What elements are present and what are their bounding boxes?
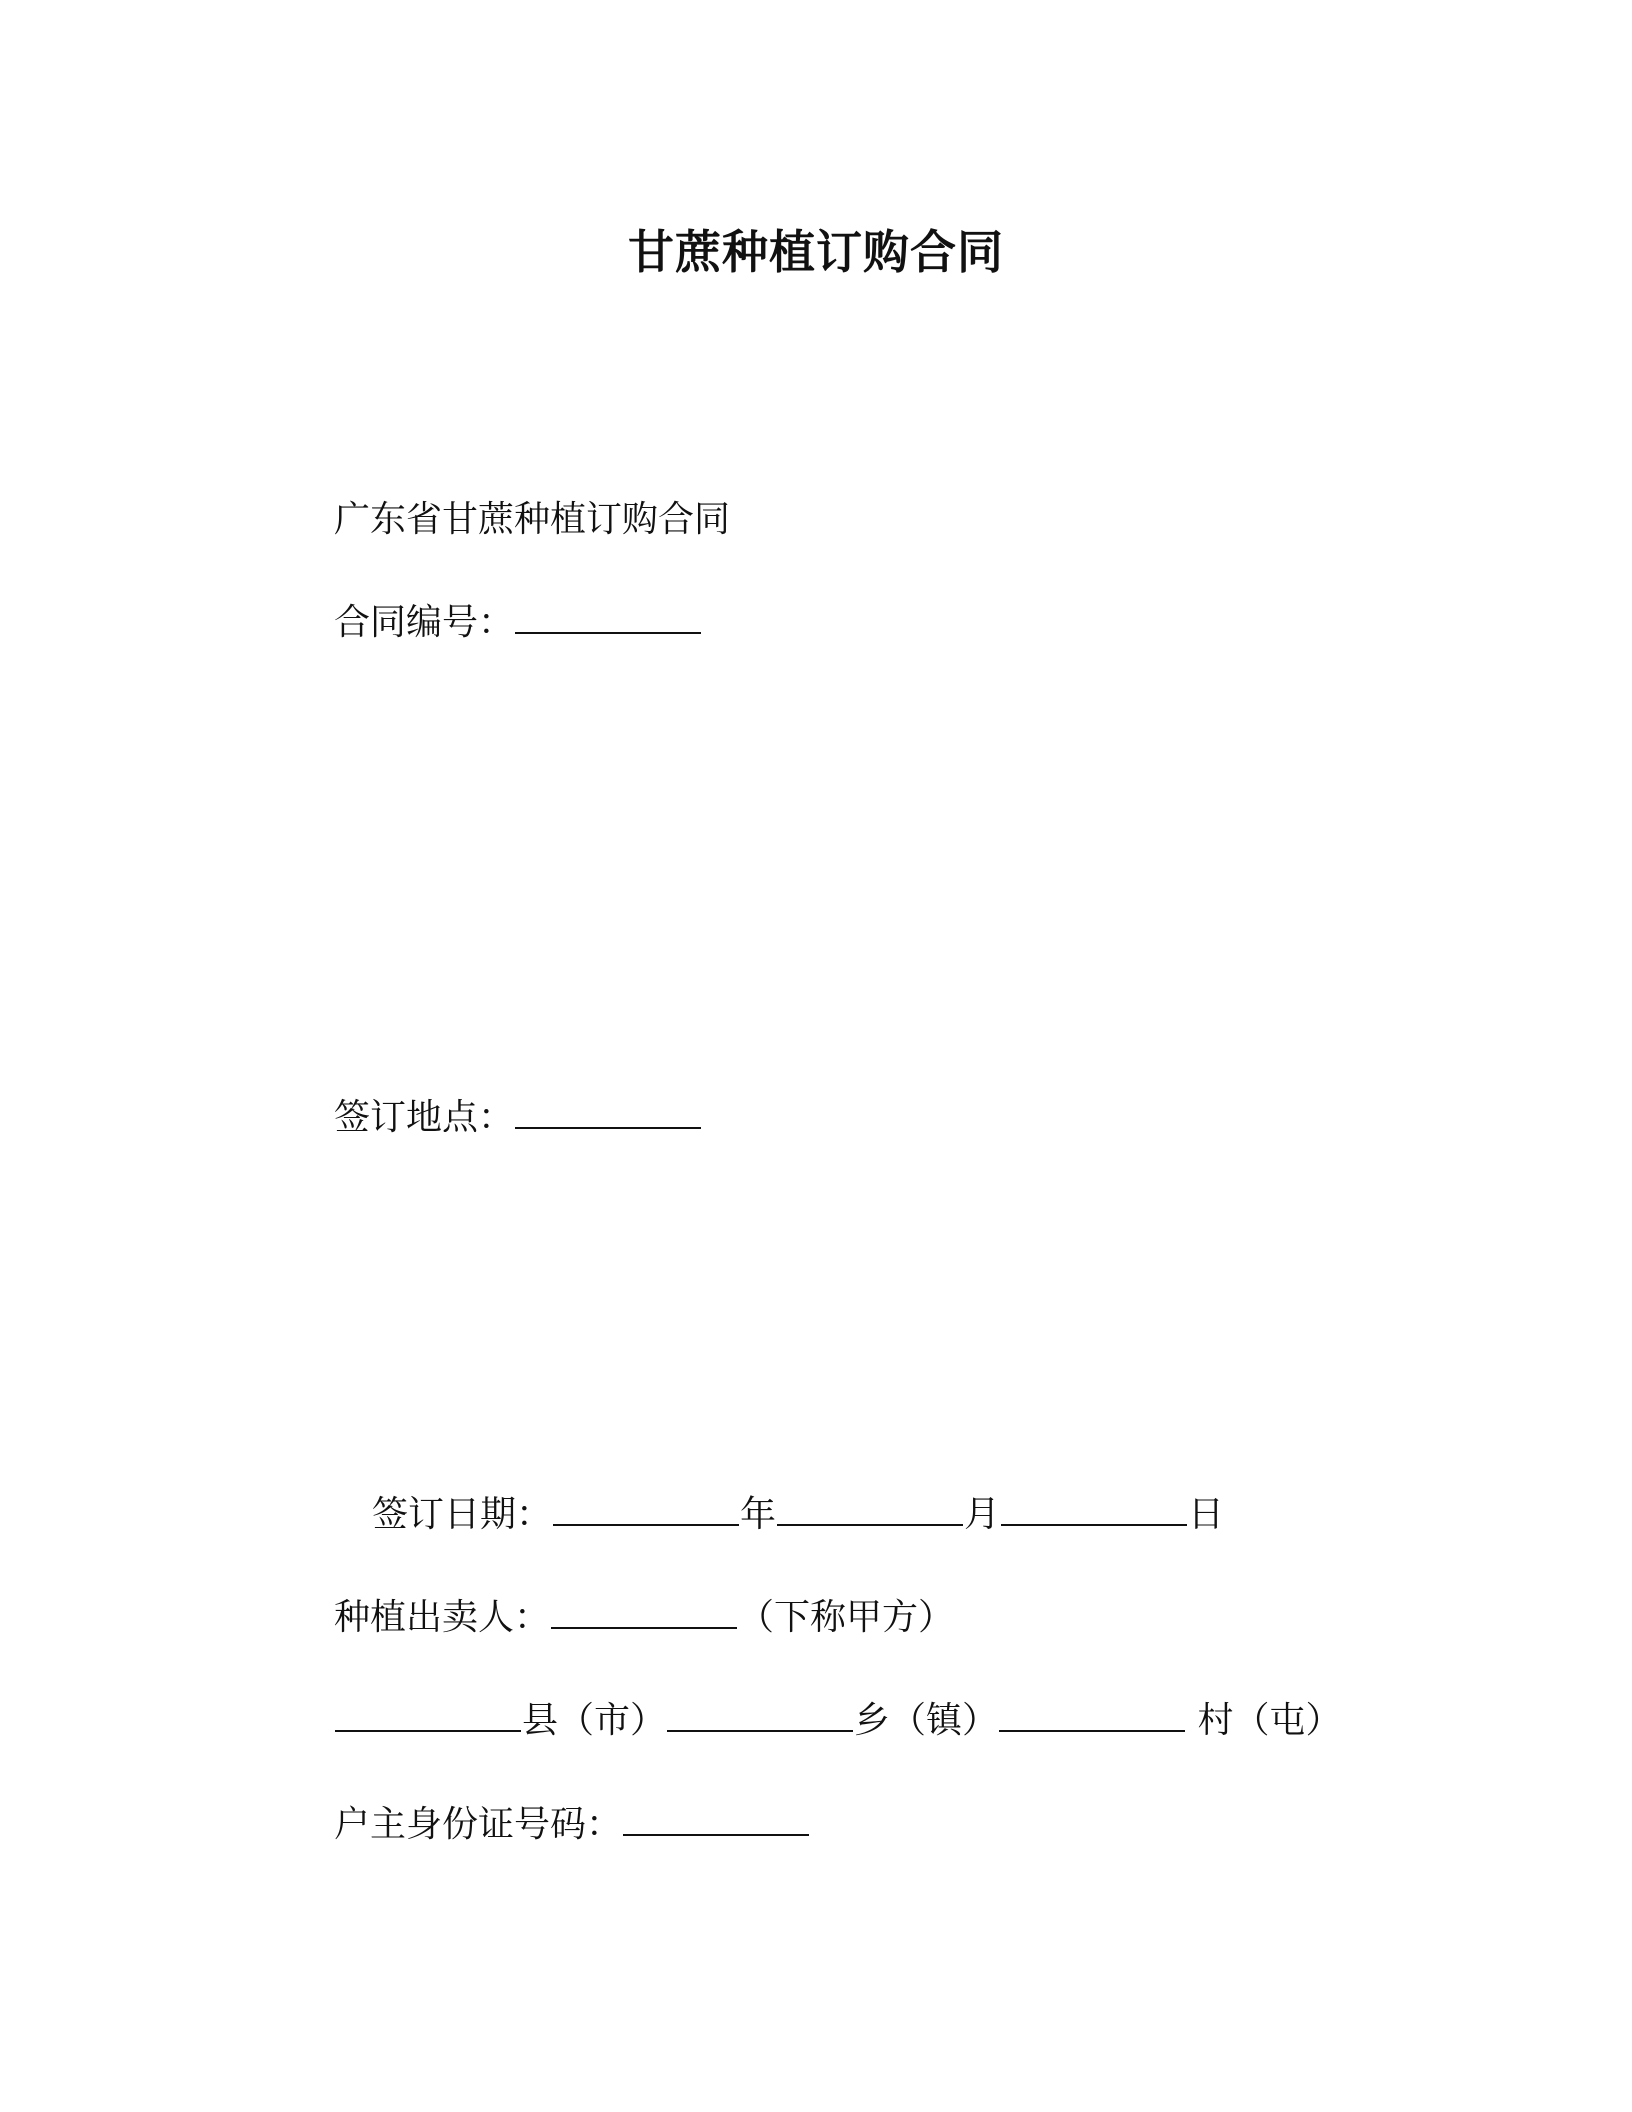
village-label: 村（屯） [1186, 1700, 1342, 1741]
sign-place-label: 签订地点： [334, 1097, 515, 1138]
address-line [334, 1696, 1341, 1745]
seller-suffix: （下称甲方） [738, 1597, 955, 1638]
seller-line [334, 1593, 954, 1642]
township-blank [667, 1696, 853, 1732]
id-number-line [334, 1800, 810, 1849]
contract-number-line [334, 598, 702, 647]
sign-place-line [334, 1093, 702, 1142]
contract-number-label: 合同编号： [334, 602, 515, 643]
year-blank [553, 1490, 739, 1526]
seller-blank [551, 1593, 737, 1629]
contract-subtitle: 广东省甘蔗种植订购合同 [334, 499, 731, 540]
id-number-blank [623, 1800, 809, 1836]
month-label: 月 [964, 1494, 1001, 1535]
sign-date-label: 签订日期： [372, 1494, 553, 1535]
day-label: 日 [1188, 1494, 1225, 1535]
day-blank [1001, 1490, 1187, 1526]
document-title: 甘蔗种植订购合同 [628, 225, 1004, 279]
county-blank [335, 1696, 521, 1732]
county-label: 县（市） [522, 1700, 667, 1741]
contract-number-blank [515, 598, 701, 634]
sign-date-line [372, 1490, 1224, 1539]
village-blank [999, 1696, 1185, 1732]
sign-place-blank [515, 1093, 701, 1129]
year-label: 年 [740, 1494, 777, 1535]
month-blank [777, 1490, 963, 1526]
seller-label: 种植出卖人： [334, 1597, 551, 1638]
id-number-label: 户主身份证号码： [334, 1804, 623, 1845]
township-label: 乡（镇） [854, 1700, 999, 1741]
